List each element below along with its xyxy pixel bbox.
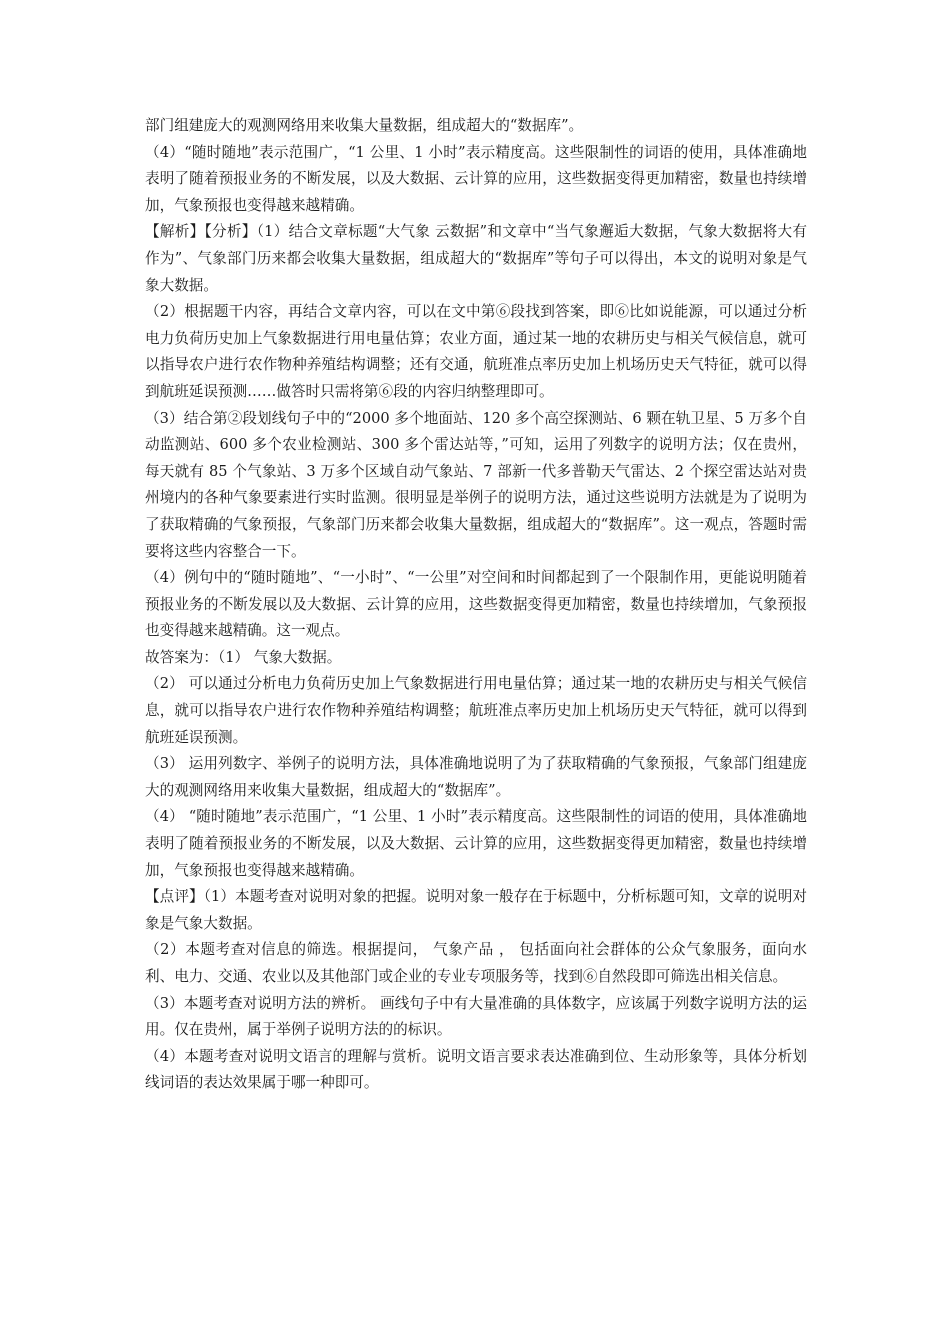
paragraph: （3）本题考查对说明方法的辨析。 画线句子中有大量准确的具体数字，应该属于列数字说明方法的运用。仅在贵州，属于举例子说明方法的的标识。 [145, 994, 807, 1039]
paragraph: （3） 运用列数字、举例子的说明方法，具体准确地说明了为了获取精确的气象预报，气象部门组建庞大的观测网络用来收集大量数据，组成超大的“数据库”。 [145, 755, 807, 799]
paragraph: （2） 可以通过分析电力负荷历史加上气象数据进行用电量估算；通过某一地的农耕历史与相关气候信息，就可以指导农户进行农作物种养殖结构调整；航班准点率历史加上机场历史天气特征，就可以得到航班延误预测。 [145, 675, 807, 746]
paragraph: 故答案为：（1） 气象大数据。 [145, 648, 342, 666]
document-body [145, 113, 807, 1097]
paragraph: （4） “随时随地”表示范围广，“1 公里、1 小时”表示精度高。这些限制性的词语的使用，具体准确地表明了随着预报业务的不断发展，以及大数据、云计算的应用，这些数据变得更加精密，数量也持续增加，气象预报也变得越来越精确。 [145, 808, 807, 879]
paragraph: 【点评】（1）本题考查对说明对象的把握。说明对象一般存在于标题中，分析标题可知，文章的说明对象是气象大数据。 [145, 888, 807, 932]
paragraph: （4）“随时随地”表示范围广，“1 公里、1 小时”表示精度高。这些限制性的词语的使用，具体准确地表明了随着预报业务的不断发展，以及大数据、云计算的应用，这些数据变得更加精密，数量也持续增加，气象预报也变得越来越精确。 [145, 143, 807, 214]
paragraph: （4）本题考查对说明文语言的理解与赏析。说明文语言要求表达准确到位、生动形象等，具体分析划线词语的表达效果属于哪一种即可。 [145, 1047, 807, 1092]
paragraph: （2）根据题干内容，再结合文章内容，可以在文中第⑥段找到答案，即⑥比如说能源，可以通过分析电力负荷历史加上气象数据进行用电量估算；农业方面，通过某一地的农耕历史与相关气候信息，就可以指导农户进行农作物种养殖结构调整；还有交通，航班准点率历史加上机场历史天气特征，就可以得到航班延误预测……做答时只需将第⑥段的内容归纳整理即可。 [145, 303, 807, 400]
paragraph: （2）本题考查对信息的筛选。根据提问， 气象产品 ， 包括面向社会群体的公众气象服务，面向水利、电力、交通、农业以及其他部门或企业的专业专项服务等，找到⑥自然段即可筛选出相关信息。 [145, 941, 807, 985]
paragraph: 部门组建庞大的观测网络用来收集大量数据，组成超大的“数据库”。 [145, 117, 584, 134]
paragraph: （3）结合第②段划线句子中的“2000 多个地面站、120 多个高空探测站、6 颗在轨卫星、5 万多个自动监测站、600 多个农业检测站、300 多个雷达站等，”可知，运用了列数字的说明方法；仅在贵州，每天就有 85 个气象站、3 万多个区域自动气象站、7 部新一代多普勒天气雷达、2 个探空雷达站对贵州境内的各种气象要素进行实时监测。很明显是举例子的说明方法，通过这些说明方法就是为了说明为了获取精确的气象预报，气象部门历来都会收集大量数据，组成超大的“数据库”。这一观点，答题时需要将这些内容整合一下。 [145, 409, 807, 560]
paragraph: 【解析】【分析】（1）结合文章标题“大气象 云数据”和文章中“当气象邂逅大数据，气象大数据将大有作为”、气象部门历来都会收集大量数据，组成超大的“数据库”等句子可以得出，本文的说明对象是气象大数据。 [145, 223, 807, 294]
paragraph: （4）例句中的“随时随地”、“一小时”、“一公里”对空间和时间都起到了一个限制作用，更能说明随着预报业务的不断发展以及大数据、云计算的应用，这些数据变得更加精密，数量也持续增加，气象预报也变得越来越精确。这一观点。 [145, 569, 807, 640]
